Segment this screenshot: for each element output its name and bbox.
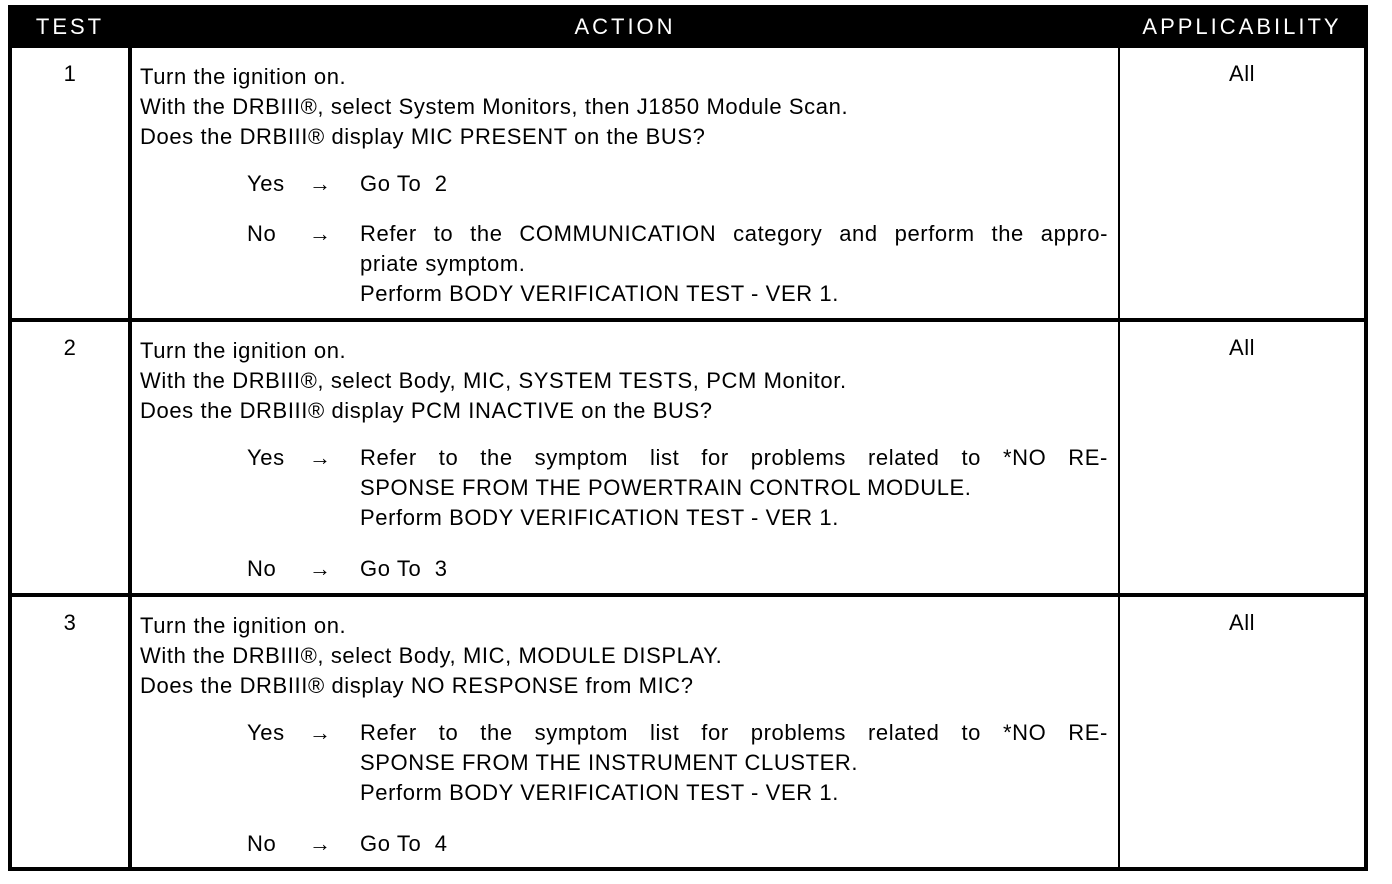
question-line: Turn the ignition on.: [140, 338, 347, 363]
yes-label: Yes: [247, 720, 285, 745]
header-applicability: APPLICABILITY: [1142, 14, 1342, 39]
header-test: TEST: [35, 14, 105, 39]
test-row-2: [12, 322, 1364, 593]
yes-result: [360, 169, 1108, 199]
test-number-cell: [12, 48, 128, 318]
test-number-cell: [12, 597, 128, 867]
result-line: Go To 2: [360, 171, 448, 196]
yes-label: Yes: [247, 445, 285, 470]
no-result: [360, 219, 1108, 309]
question-line: With the DRBIII®, select Body, MIC, SYSTEM TESTS, PCM Monitor.: [140, 368, 847, 393]
header-action: ACTION: [574, 14, 676, 39]
no-label: No: [247, 831, 277, 856]
result-line: Perform BODY VERIFICATION TEST - VER 1.: [360, 505, 839, 530]
question-line: Does the DRBIII® display PCM INACTIVE on the BUS?: [140, 398, 713, 423]
applicability-value: All: [1229, 335, 1255, 360]
question-line: Does the DRBIII® display MIC PRESENT on the BUS?: [140, 124, 706, 149]
result-line: SPONSE FROM THE POWERTRAIN CONTROL MODULE.: [360, 475, 972, 500]
no-result: [360, 829, 1108, 859]
question-line: Turn the ignition on.: [140, 613, 347, 638]
yes-result: [360, 443, 1108, 533]
question-text: [140, 611, 722, 701]
result-line: Perform BODY VERIFICATION TEST - VER 1.: [360, 281, 839, 306]
yes-result: [360, 718, 1108, 808]
result-line: Refer to the symptom list for problems related to *NO RE-: [360, 720, 1108, 745]
test-number-cell: [12, 322, 128, 593]
applicability-value: All: [1229, 610, 1255, 635]
test-row-1: [12, 48, 1364, 318]
arrow-icon: →: [309, 221, 332, 246]
question-text: [140, 62, 848, 152]
question-line: With the DRBIII®, select Body, MIC, MODULE DISPLAY.: [140, 643, 723, 668]
action-cell: [132, 48, 1118, 318]
result-line: Go To 3: [360, 556, 448, 581]
applicability-cell: [1120, 322, 1364, 593]
arrow-icon: →: [309, 445, 332, 470]
no-label: No: [247, 556, 277, 581]
result-line: SPONSE FROM THE INSTRUMENT CLUSTER.: [360, 750, 859, 775]
applicability-value: All: [1229, 61, 1255, 86]
no-result: [360, 554, 1108, 584]
test-number: 1: [63, 61, 77, 86]
applicability-cell: [1120, 48, 1364, 318]
arrow-icon: →: [309, 720, 332, 745]
question-line: Does the DRBIII® display NO RESPONSE from MIC?: [140, 673, 694, 698]
question-line: Turn the ignition on.: [140, 64, 347, 89]
result-line: Refer to the symptom list for problems related to *NO RE-: [360, 445, 1108, 470]
test-number: 3: [63, 610, 77, 635]
result-line: Perform BODY VERIFICATION TEST - VER 1.: [360, 780, 839, 805]
result-line: priate symptom.: [360, 251, 526, 276]
test-number: 2: [63, 335, 77, 360]
result-line: Refer to the COMMUNICATION category and perform the appro-: [360, 221, 1108, 246]
arrow-icon: →: [309, 556, 332, 581]
test-row-3: [12, 597, 1364, 867]
result-line: Go To 4: [360, 831, 448, 856]
arrow-icon: →: [309, 831, 332, 856]
no-label: No: [247, 221, 277, 246]
yes-label: Yes: [247, 171, 285, 196]
arrow-icon: →: [309, 171, 332, 196]
action-cell: [132, 597, 1118, 867]
diagnostic-test-table: [8, 5, 1368, 871]
question-line: With the DRBIII®, select System Monitors, then J1850 Module Scan.: [140, 94, 849, 119]
question-text: [140, 336, 847, 426]
action-cell: [132, 322, 1118, 593]
applicability-cell: [1120, 597, 1364, 867]
